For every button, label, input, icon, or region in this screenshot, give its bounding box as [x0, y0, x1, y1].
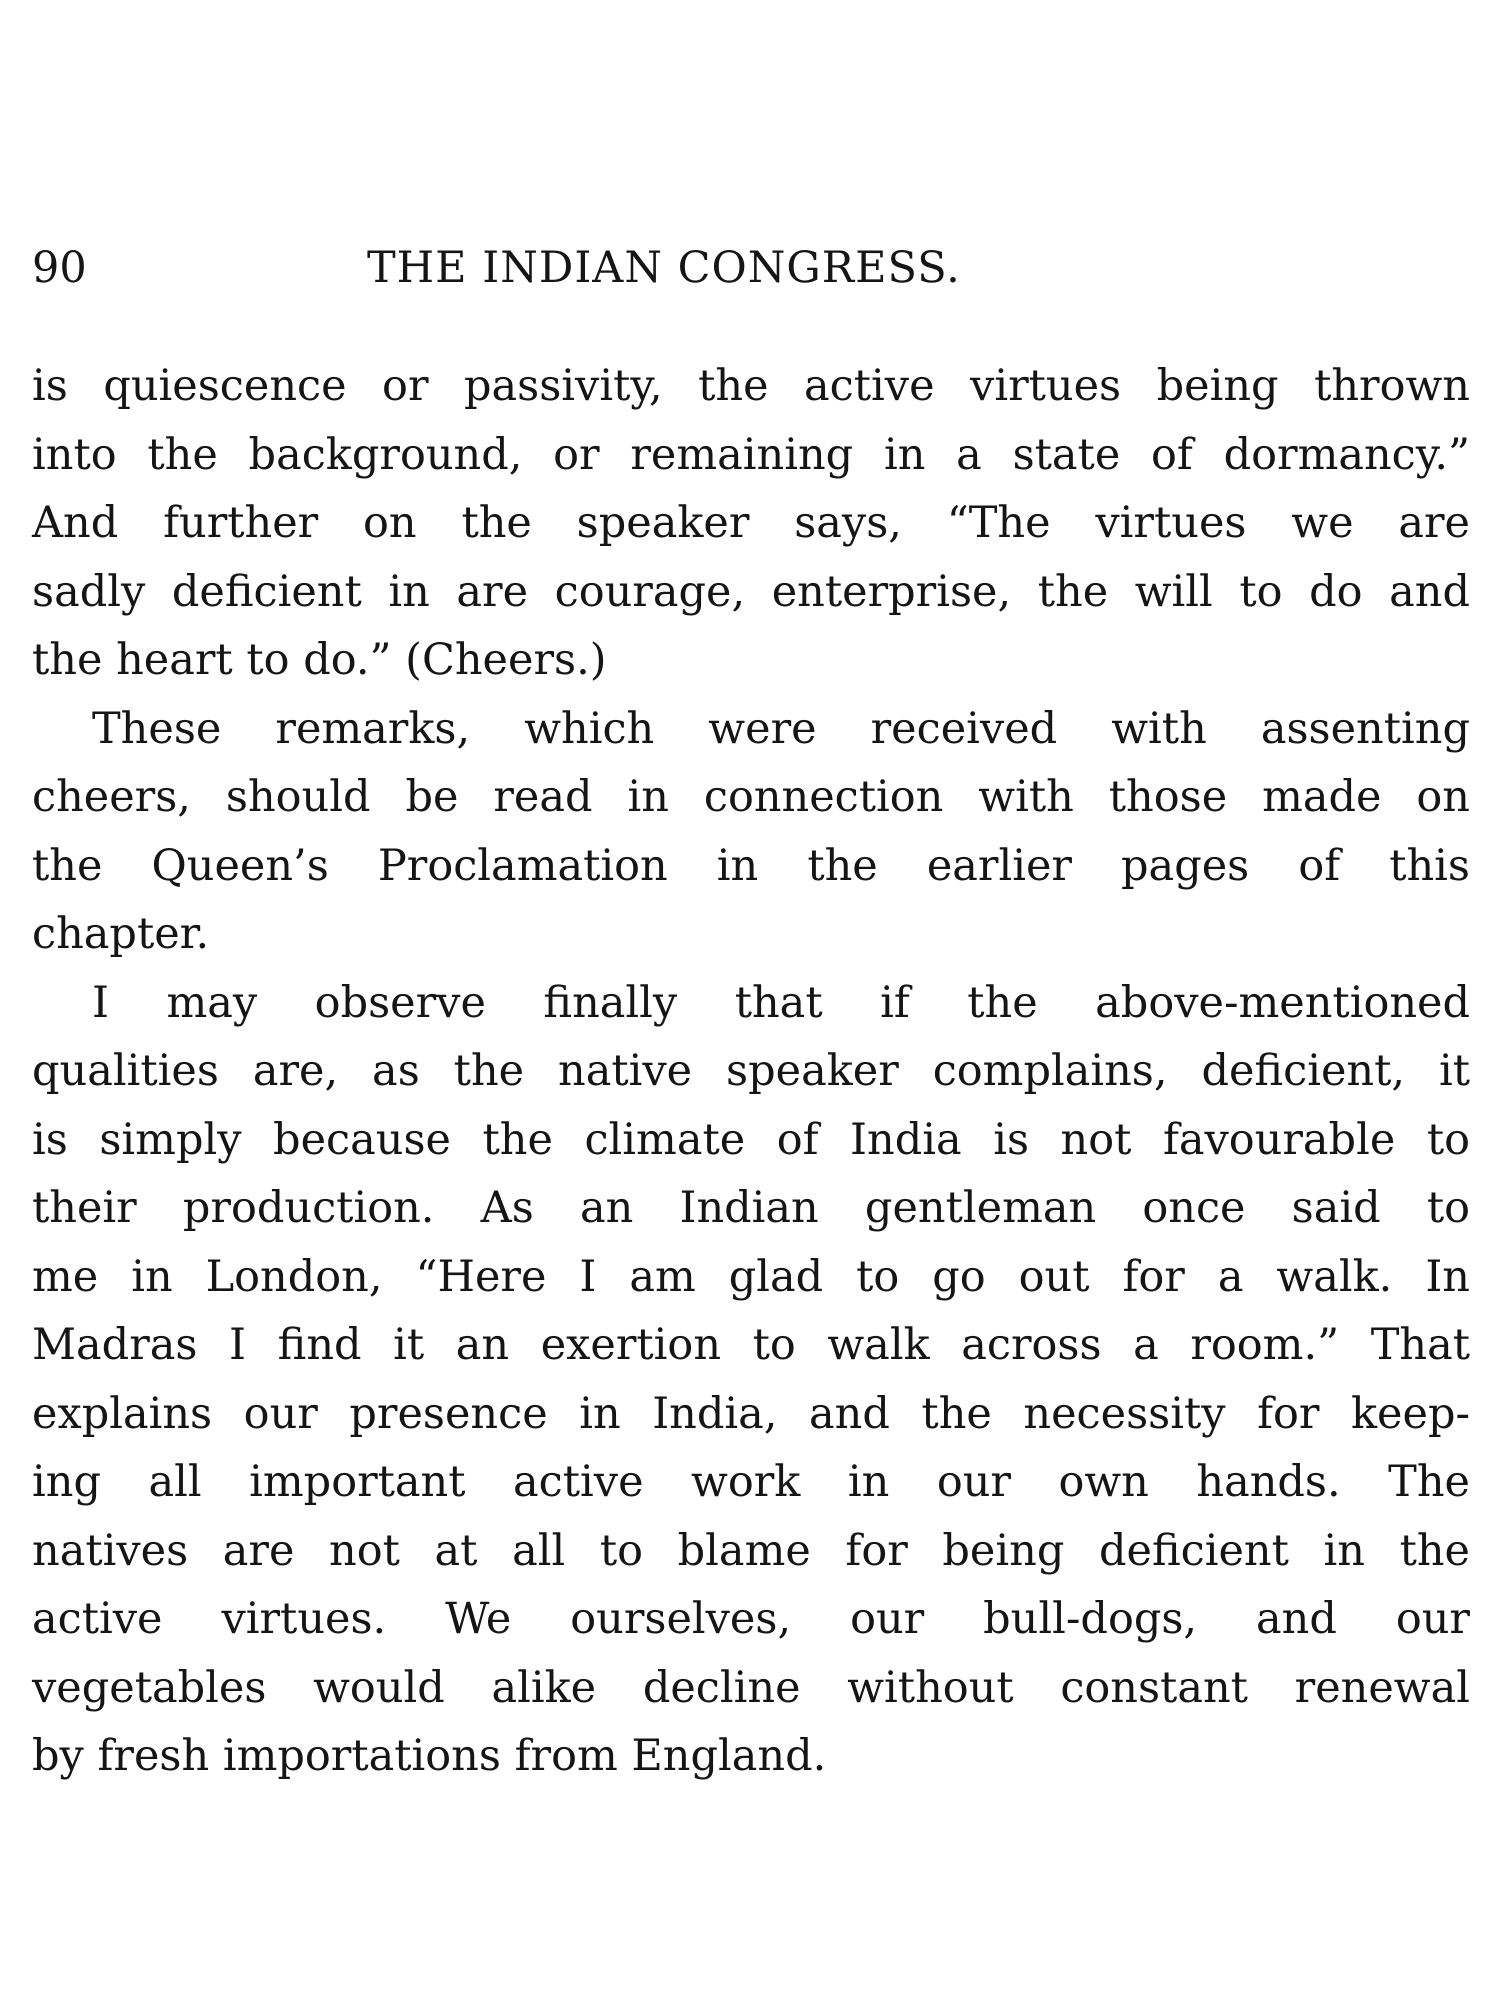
text-line: I may observe finally that if the above-mentioned — [92, 977, 1470, 1028]
text-line: sadly deficient in are courage, enterprise, the will to do and — [32, 566, 1470, 617]
text-line: their production. As an Indian gentleman once said to — [32, 1183, 1470, 1233]
text-line: me in London, “Here I am glad to go out for a walk. In — [32, 1251, 1470, 1302]
text-line: into the background, or remaining in a state of dormancy.” — [32, 429, 1470, 480]
text-line: is simply because the climate of India is not favourable to — [32, 1114, 1470, 1165]
running-head — [32, 238, 1470, 298]
text-line: active virtues. We ourselves, our bull-dogs, and our — [32, 1594, 1470, 1644]
page-number: 90 — [32, 243, 87, 293]
text-line: qualities are, as the native speaker complains, deficient, it — [32, 1046, 1470, 1096]
text-line: by fresh importations from England. — [32, 1731, 827, 1781]
body-text — [32, 352, 1470, 1791]
text-line: natives are not at all to blame for being deficient in the — [32, 1525, 1470, 1576]
text-line: the heart to do.” (Cheers.) — [32, 635, 607, 685]
text-line: Madras I find it an exertion to walk across a room.” That — [32, 1320, 1470, 1370]
text-line: chapter. — [32, 909, 210, 959]
text-line: vegetables would alike decline without constant renewal — [32, 1662, 1470, 1713]
text-line: is quiescence or passivity, the active virtues being thrown — [32, 361, 1470, 411]
text-line: ing all important active work in our own hands. The — [32, 1457, 1470, 1507]
text-line: cheers, should be read in connection with those made on — [32, 772, 1470, 822]
text-line: And further on the speaker says, “The virtues we are — [32, 498, 1470, 548]
text-line: the Queen’s Proclamation in the earlier pages of this — [32, 840, 1470, 891]
text-line: explains our presence in India, and the necessity for keep- — [32, 1388, 1470, 1439]
text-line: These remarks, which were received with assenting — [92, 703, 1470, 754]
running-title: THE INDIAN CONGRESS. — [367, 243, 961, 293]
